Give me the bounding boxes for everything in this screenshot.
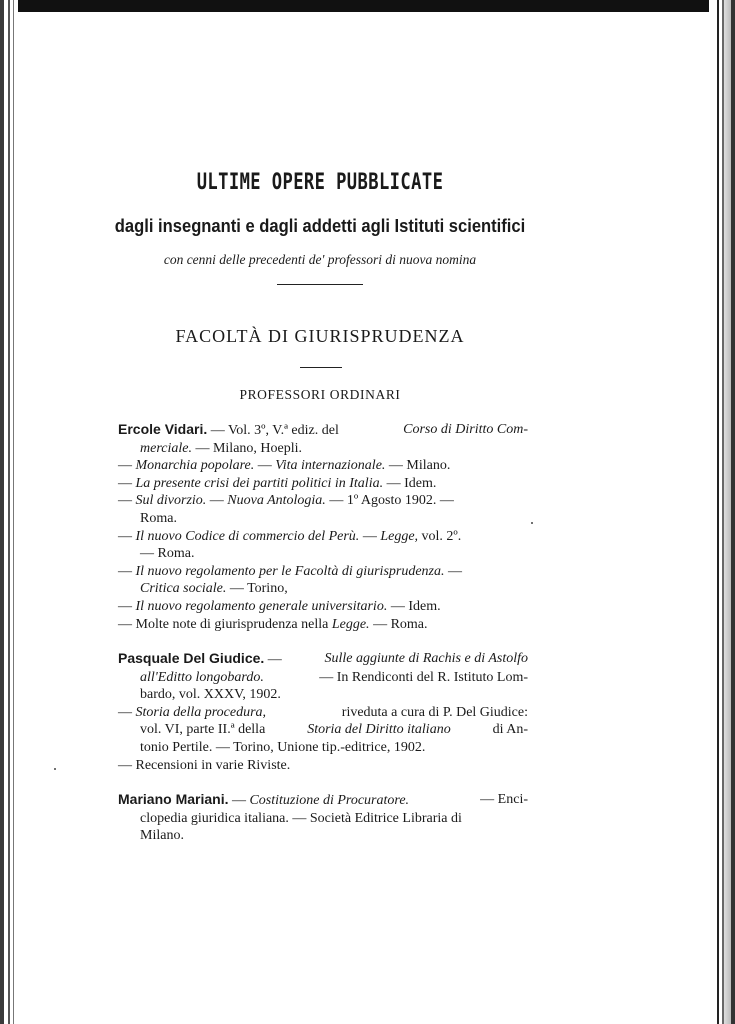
scan-speck [54, 768, 56, 770]
text-line: — Il nuovo regolamento generale universitario. — Idem. [118, 598, 441, 614]
text-line: — Roma. [140, 546, 195, 562]
text-line: merciale. — Milano, Hoepli. [140, 440, 303, 456]
author-name: Mariano Mariani. [118, 791, 229, 807]
author-name: Pasquale Del Giudice. [118, 650, 265, 666]
text-line: tonio Pertile. — Torino, Unione tip.-editrice, 1902. [140, 739, 426, 755]
text-line: — La presente crisi dei partiti politici in Italia. — Idem. [118, 475, 437, 491]
entry-vidari [118, 421, 528, 633]
page-note: con cenni delle precedenti de' professori di nuova nomina [163, 252, 477, 267]
text-line: — Storia della procedura, riveduta a cura di P. Del Giudice: [118, 704, 528, 720]
text-line: clopedia giuridica italiana. — Società Editrice Libraria di [140, 810, 462, 826]
text-line: — Monarchia popolare. — Vita internazionale. — Milano. [118, 458, 451, 474]
faculty-heading: FACOLTÀ DI GIURISPRUDENZA [175, 326, 465, 346]
scan-speck [531, 522, 533, 524]
text-line: — Il nuovo Codice di commercio del Perù. — Legge, vol. 2º. [118, 528, 462, 544]
divider [300, 367, 342, 368]
divider [277, 284, 363, 285]
text-line: vol. VI, parte II.ª della Storia del Diritto italiano di An- [140, 722, 528, 738]
text-line: Roma. [140, 510, 177, 526]
text-line: — Il nuovo regolamento per le Facoltà di giurisprudenza. — [118, 563, 462, 579]
text-line: Mariano Mariani. — Costituzione di Procuratore. — Enci- [118, 791, 528, 808]
text-line: Milano. [140, 828, 184, 844]
author-name: Ercole Vidari. [118, 421, 208, 437]
text-line: — Sul divorzio. — Nuova Antologia. — 1º Agosto 1902. — [118, 493, 454, 509]
text-line: all'Editto longobardo. — In Rendiconti del R. Istituto Lom- [140, 669, 528, 685]
entry-del-giudice [118, 650, 528, 774]
text-line: — Molte note di giurisprudenza nella Legge. — Roma. [118, 616, 428, 632]
page-title: ULTIME OPERE PUBBLICATE [196, 170, 444, 195]
category-heading: PROFESSORI ORDINARI [239, 387, 401, 402]
text-line: bardo, vol. XXXV, 1902. [140, 687, 281, 703]
text-line: Critica sociale. — Torino, [140, 581, 288, 597]
entry-mariani [118, 791, 528, 845]
text-line: Pasquale Del Giudice. — Sulle aggiunte di Rachis e di Astolfo [118, 650, 528, 667]
text-line: — Recensioni in varie Riviste. [118, 757, 291, 773]
text-line: Ercole Vidari. — Vol. 3º, V.ª ediz. del Corso di Diritto Com- [118, 421, 528, 438]
page-subtitle: dagli insegnanti e dagli addetti agli Istituti scientifici [114, 216, 526, 236]
